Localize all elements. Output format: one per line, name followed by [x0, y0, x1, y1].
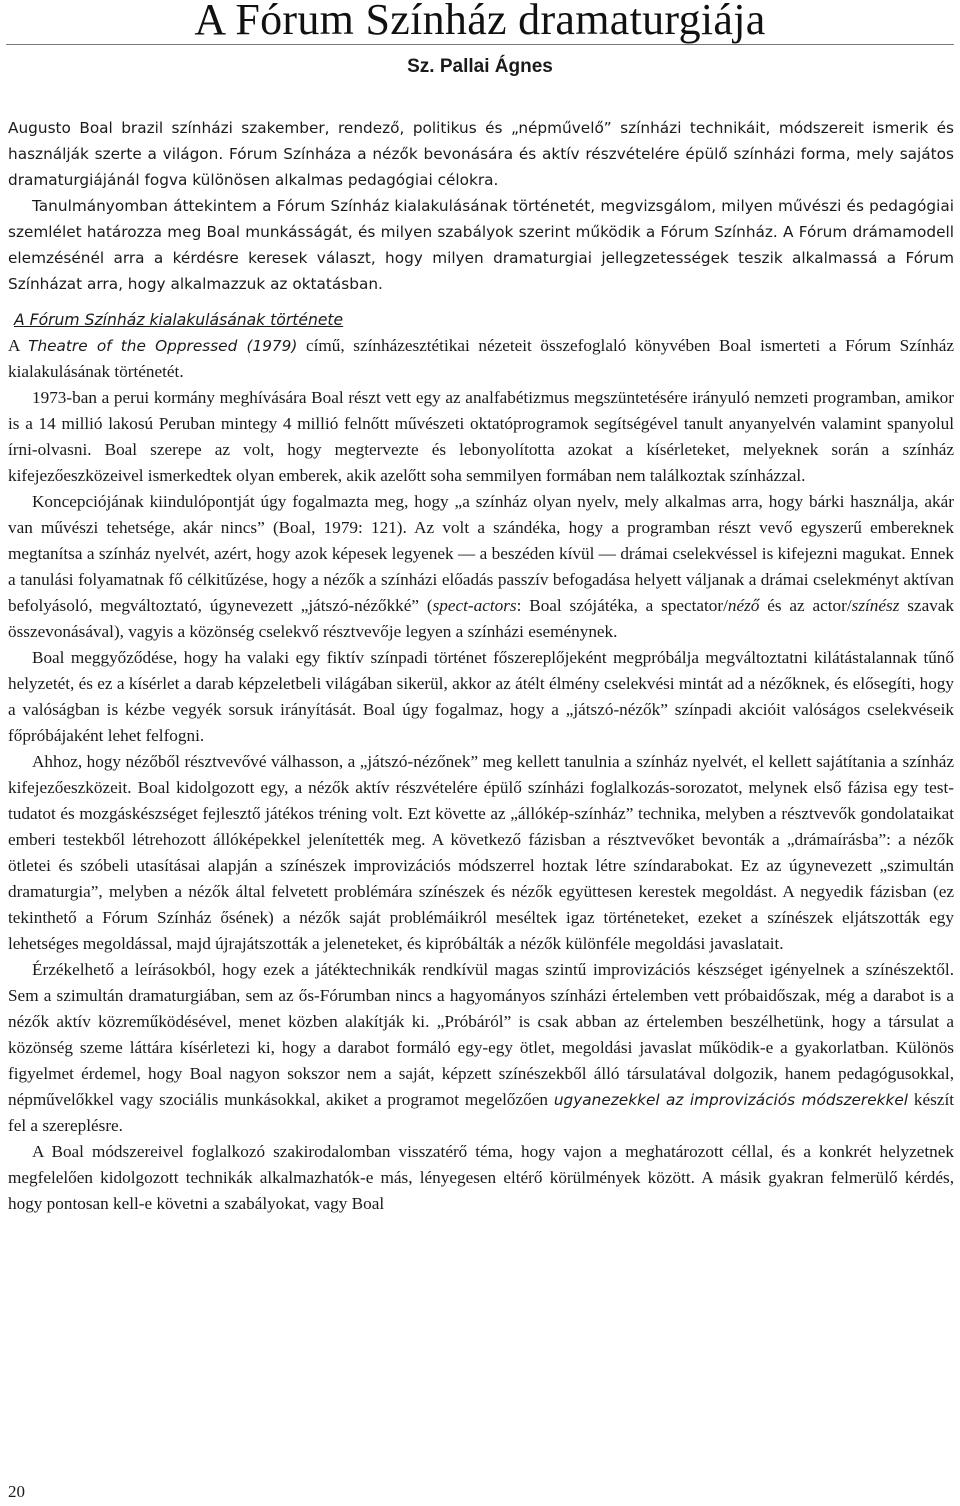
- book-title: Theatre of the Oppressed (1979): [28, 337, 298, 355]
- emphasis-improv-methods: ugyanezekkel az improvizációs módszerekkel: [553, 1091, 909, 1109]
- page-number: 20: [8, 1482, 25, 1501]
- section-heading: A Fórum Színház kialakulásának története: [14, 311, 344, 329]
- paragraph-7: A Boal módszereivel foglalkozó szakirodalomban visszatérő téma, hogy vajon a meghatározott céllal, és a konkrét helyzetnek megfelelően kidolgozott technikák alkalmazhatók-e más, lényegesen eltérő körülmények között. A másik gyakran felmerülő kérdés, hogy pontosan kell-e követni a szabályokat, vagy Boal: [8, 1142, 954, 1213]
- paragraph-2: 1973-ban a perui kormány meghívására Boal részt vett egy az analfabétizmus megszüntetésére irányuló nemzeti programban, amikor is a 14 millió lakosú Peruban mintegy 4 millió felnőtt művészeti oktatóprogramok segítségével tanult anyanyelvén valamint spanyolul írni-olvasni. Boal szerepe az volt, hogy megtervezte és lebonyolította azokat a kísérleteket, melyeknek során a színház kifejezőeszközeivel ismerkedtek olyan emberek, akik azelőtt soha semmilyen formában nem találkoztak színházzal.: [8, 388, 954, 485]
- page-title: A Fórum Színház dramaturgiája: [194, 0, 766, 44]
- term-szinesz: színész: [851, 596, 900, 615]
- paragraph-3-text-c: és az actor/: [759, 596, 852, 615]
- author-name: Sz. Pallai Ágnes: [407, 56, 553, 77]
- paragraph-1: [8, 333, 954, 385]
- document-body: [8, 115, 954, 1217]
- abstract: [8, 115, 954, 297]
- paragraph-3-text-a: Koncepciójának kiindulópontját úgy fogalmazta meg, hogy „a színház olyan nyelv, mely alkalmas arra, hogy bárki használja, akár van művészi tehetsége, akár nincs” (Boal, 1979: 121). Az volt a szándéka, hogy a programban részt vevő egyszerű embereknek megtanítsa a színház nyelvét, azért, hogy azok képesek legyenek — a beszéden kívül — drámai cselekvéssel is kifejezni magukat. Ennek a tanulási folyamatnak fő célkitűzése, hogy a nézők a színházi előadás passzív befogadása helyett váljanak a drámai cselekményt aktívan befolyásoló, megváltoztató, úgynevezett „játszó-nézőkké” (: [8, 492, 954, 615]
- term-spect-actors: spect-actors: [432, 596, 517, 615]
- paragraph-6-text-a: Érzékelhető a leírásokból, hogy ezek a játéktechnikák rendkívül magas szintű improvizációs készséget igényelnek a színészektől. Sem a szimultán dramaturgiában, sem az ős-Fórumban nincs a hagyományos színházi értelemben vett próbaidőszak, még a darabot is a nézők aktív közreműködésével, menet közben alakítják ki. „Próbáról” is csak abban az értelemben beszélhetünk, hogy a társulat a közönség szeme láttára kísérletezi ki, hogy a darabot formáló egy-egy ötlet, megoldási javaslat működik-e a gyakorlatban. Különös figyelmet érdemel, hogy Boal nagyon sokszor nem a saját, képzett színészekből álló társulatával dolgozik, hanem pedagógusokkal, népművelőkkel vagy szociális munkásokkal, akiket a programot megelőzően: [8, 960, 954, 1109]
- paragraph-6: [8, 957, 954, 1139]
- paragraph-6-text-b: készít fel a szereplésre.: [8, 1090, 954, 1135]
- abstract-part-2: Tanulmányomban áttekintem a Fórum Színház kialakulásának történetét, megvizsgálom, milyen művészi és pedagógiai szemlélet határozza meg Boal munkásságát, és milyen szabályok szerint működik a Fórum Színház. A Fórum drámamodell elemzésénél arra a kérdésre keresek választ, hogy milyen dramaturgiai jellegzetességek teszik alkalmassá a Fórum Színházat arra, hogy alkalmazzuk az oktatásban.: [8, 197, 954, 293]
- paragraph-5: Ahhoz, hogy nézőből résztvevővé válhasson, a „játszó-nézőnek” meg kellett tanulnia a színház nyelvét, el kellett sajátítania a színház kifejezőeszközeit. Boal kidolgozott egy, a nézők aktív részvételére épülő színházi foglalkozás-sorozatot, melynek első fázisa egy test-tudatot és mozgáskészséget fejlesztő játékos tréning volt. Ezt követte az „állókép-színház” technika, melyben a résztvevők gondolataikat emberi testekből létrehozott állóképekkel jelenítették meg. A következő fázisban a résztvevőket bevonták a „drámaírásba”: a nézők ötletei és szóbeli utasításai alapján a színészek improvizációs módszerrel hoztak létre színdarabokat. Ez az úgynevezett „szimultán dramaturgia”, melyben a nézők által felvetett problémára színészek és nézők együttesen kerestek megoldást. A negyedik fázisban (ez tekinthető a Fórum Színház ősének) a nézők saját problémáikról meséltek igaz történeteket, ezeket a színészek eljátszották egy lehetséges megoldással, majd újrajátszották a jeleneteket, és kipróbálták a nézők különféle megoldási javaslatait.: [8, 752, 954, 953]
- paragraph-3-text-b: : Boal szójátéka, a spectator/: [516, 596, 728, 615]
- paragraph-3: [8, 489, 954, 645]
- paragraph-4: Boal meggyőződése, hogy ha valaki egy fiktív színpadi történet főszereplőjeként megpróbálja megváltoztatni kilátástalannak tűnő helyzetét, és ez a kísérlet a darab képzeletbeli világában sikerül, akkor az átélt élmény cselekvési mintát ad a nézőknek, és elősegíti, hogy a valóságban is kézbe vegyék sorsuk irányítását. Boal úgy fogalmaz, hogy a „játszó-nézők” színpadi akcióit valóságos cselekvéseik főpróbájaként lehet felfogni.: [8, 648, 954, 745]
- term-nezo: néző: [727, 596, 760, 615]
- paragraph-3-text-d: szavak összevonásával), vagyis a közönség cselekvő résztvevője legyen a színházi eseménynek.: [8, 596, 955, 641]
- paragraph-1-text-b: című, színházesztétikai nézeteit összefoglaló könyvében Boal ismerteti a Fórum Színház kialakulásának történetét.: [8, 336, 955, 381]
- paragraph-1-text-a: A: [8, 336, 29, 355]
- title-divider: [6, 44, 954, 45]
- abstract-part-1: Augusto Boal brazil színházi szakember, rendező, politikus és „népművelő” színházi technikáit, módszereit ismerik és használják szerte a világon. Fórum Színháza a nézők bevonására és aktív részvételére épülő színházi forma, mely sajátos dramaturgiájánál fogva különösen alkalmas pedagógiai célokra.: [8, 119, 954, 189]
